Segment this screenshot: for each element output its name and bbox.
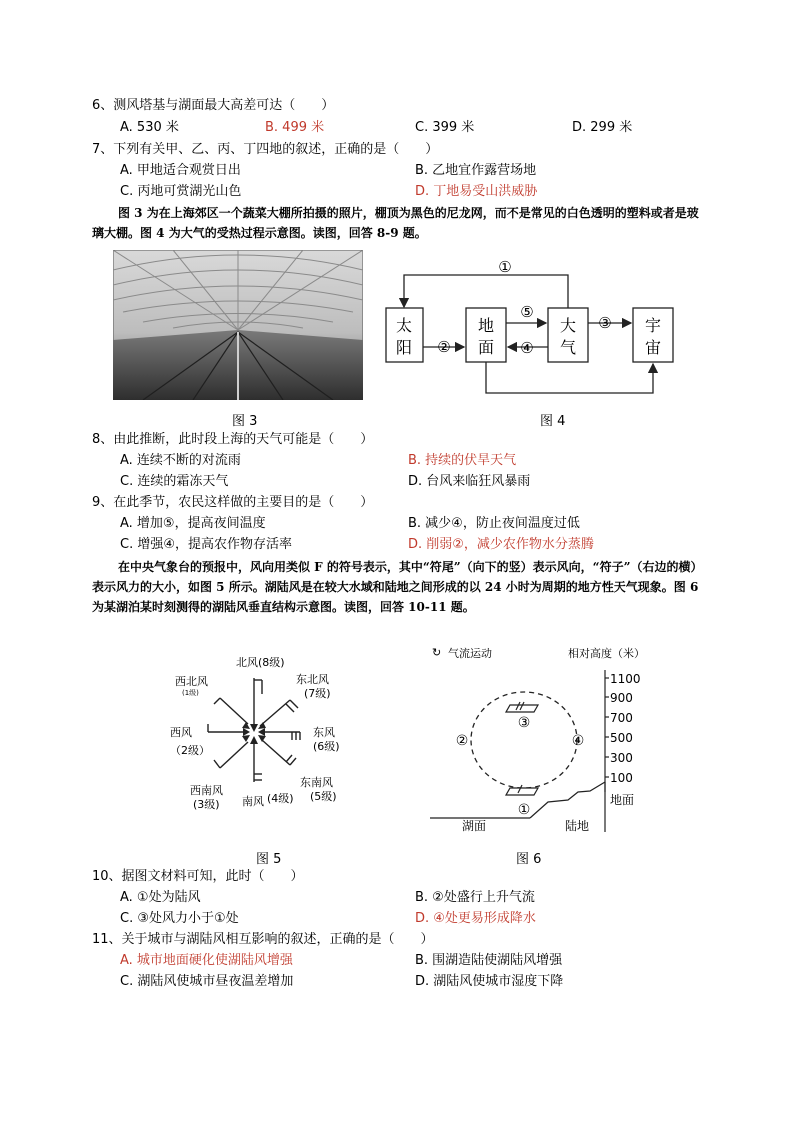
fig4-arrow-1-label: ①	[498, 258, 512, 276]
wind-northwest-label: 西北风	[175, 675, 208, 688]
greenhouse-photo	[113, 250, 363, 400]
q10-option-a: A. ①处为陆风	[120, 890, 201, 905]
q11-stem: 11、关于城市与湖陆风相互影响的叙述，正确的是（ ）	[92, 932, 434, 947]
heating-process-diagram	[380, 255, 685, 405]
fig4-arrow-3-label: ③	[598, 314, 612, 332]
wind-north-label: 北风(8级)	[236, 656, 285, 669]
q7-stem: 7、下列有关甲、乙、丙、丁四地的叙述，正确的是（ ）	[92, 142, 439, 157]
q11-option-d: D. 湖陆风使城市湿度下降	[415, 974, 564, 989]
fig6-point-2: ②	[455, 733, 469, 749]
fig6-point-1: ①	[517, 802, 531, 818]
height-tick-100: 100	[610, 771, 633, 785]
height-tick-500: 500	[610, 731, 633, 745]
wind-west-label: 西风	[170, 726, 192, 739]
wind-southwest-label: 西南风	[190, 784, 223, 797]
height-tick-700: 700	[610, 711, 633, 725]
q9-option-c: C. 增强④，提高农作物存活率	[120, 537, 292, 552]
fig4-arrow-2-label: ②	[437, 338, 451, 356]
q11-option-a: A. 城市地面硬化使湖陆风增强	[120, 953, 293, 968]
wind-southeast-level: (5级)	[310, 790, 337, 803]
q9-option-a: A. 增加⑤，提高夜间温度	[120, 516, 266, 531]
fig4-caption: 图 4	[540, 414, 566, 429]
fig6-caption: 图 6	[516, 852, 542, 867]
q6-option-d: D. 299 米	[572, 120, 633, 135]
height-axis-title: 相对高度（米）	[568, 647, 645, 660]
q8-option-a: A. 连续不断的对流雨	[120, 453, 241, 468]
q9-option-b: B. 减少④，防止夜间温度过低	[408, 516, 580, 531]
q8-option-d: D. 台风来临狂风暴雨	[408, 474, 531, 489]
intro-paragraph-2: 在中央气象台的预报中，风向用类似 F 的符号表示，其中“符尾”（向下的竖）表示风向，“符子”（右边的横）表示风力的大小，如图 5 所示。湖陆风是在较大水域和陆地之间形成的以 24 小时为周期的地方性天气现象。图 6 为某湖泊某时刻测得的湖陆风垂直结构示意图。读图，回答 10-11 题。	[92, 560, 703, 614]
q7-option-b: B. 乙地宜作露营场地	[415, 163, 537, 178]
q11-option-b: B. 围湖造陆使湖陆风增强	[415, 953, 563, 968]
q10-stem: 10、据图文材料可知，此时（ ）	[92, 869, 304, 884]
q9-stem: 9、在此季节，农民这样做的主要目的是（ ）	[92, 495, 374, 510]
height-tick-300: 300	[610, 751, 633, 765]
q6-option-b: B. 499 米	[265, 120, 325, 135]
wind-symbol-diagram	[170, 650, 365, 815]
fig4-arrow-5-label: ⑤	[520, 303, 534, 321]
wind-southeast-label: 东南风	[300, 776, 333, 789]
q10-option-b: B. ②处盛行上升气流	[415, 890, 535, 905]
q6-option-a: A. 530 米	[120, 120, 179, 135]
atmosphere-label-1: 大	[559, 316, 577, 335]
circulation-legend: 气流运动	[448, 647, 492, 660]
wind-southwest-level: (3级)	[193, 798, 220, 811]
ground-label-1: 地	[477, 316, 495, 335]
wind-east-label: 东风	[313, 726, 335, 739]
land-label: 陆地	[565, 819, 590, 832]
q9-option-d: D. 削弱②，减少农作物水分蒸腾	[408, 537, 594, 552]
q6-option-c: C. 399 米	[415, 120, 475, 135]
wind-south-level: (4级)	[267, 792, 294, 805]
sun-label-1: 太	[395, 316, 413, 335]
wind-east-level: (6级)	[313, 740, 340, 753]
circulation-legend-icon: ↻	[432, 646, 442, 659]
ground-level-label: 地面	[610, 793, 635, 807]
height-tick-900: 900	[610, 691, 633, 705]
q8-option-c: C. 连续的霜冻天气	[120, 474, 229, 489]
atmosphere-label-2: 气	[559, 338, 577, 357]
q8-option-b: B. 持续的伏旱天气	[408, 453, 517, 468]
q7-option-a: A. 甲地适合观赏日出	[120, 163, 241, 178]
wind-west-level: （2级）	[170, 744, 210, 757]
lake-surface-label: 湖面	[462, 819, 487, 832]
wind-northeast-label-level: (7级)	[304, 687, 331, 700]
q10-option-c: C. ③处风力小于①处	[120, 911, 239, 926]
q7-option-d: D. 丁地易受山洪威胁	[415, 184, 538, 199]
space-label-1: 宇	[644, 316, 662, 335]
fig4-arrow-4-label: ④	[520, 339, 534, 357]
wind-northeast-label: 东北风	[296, 673, 329, 686]
intro-paragraph-1: 图 3 为在上海郊区一个蔬菜大棚所拍摄的照片，棚顶为黑色的尼龙网，而不是常见的白色透明的塑料或者是玻璃大棚。图 4 为大气的受热过程示意图。读图，回答 8-9 题。	[92, 206, 699, 240]
q7-option-c: C. 丙地可赏湖光山色	[120, 184, 242, 199]
wind-northwest-level: (1级)	[182, 689, 199, 697]
fig6-point-3: ③	[517, 715, 531, 731]
q8-stem: 8、由此推断，此时段上海的天气可能是（ ）	[92, 432, 374, 447]
q11-option-c: C. 湖陆风使城市昼夜温差增加	[120, 974, 294, 989]
lake-breeze-diagram	[430, 642, 690, 832]
fig5-caption: 图 5	[256, 852, 282, 867]
wind-south-label: 南风	[242, 795, 264, 808]
fig3-caption: 图 3	[232, 414, 258, 429]
q10-option-d: D. ④处更易形成降水	[415, 911, 536, 926]
space-label-2: 宙	[644, 338, 662, 357]
fig6-point-4: ④	[571, 733, 585, 749]
sun-label-2: 阳	[395, 338, 413, 357]
ground-label-2: 面	[477, 338, 495, 357]
height-tick-1100: 1100	[610, 672, 641, 686]
q6-stem: 6、测风塔基与湖面最大高差可达（ ）	[92, 98, 335, 113]
